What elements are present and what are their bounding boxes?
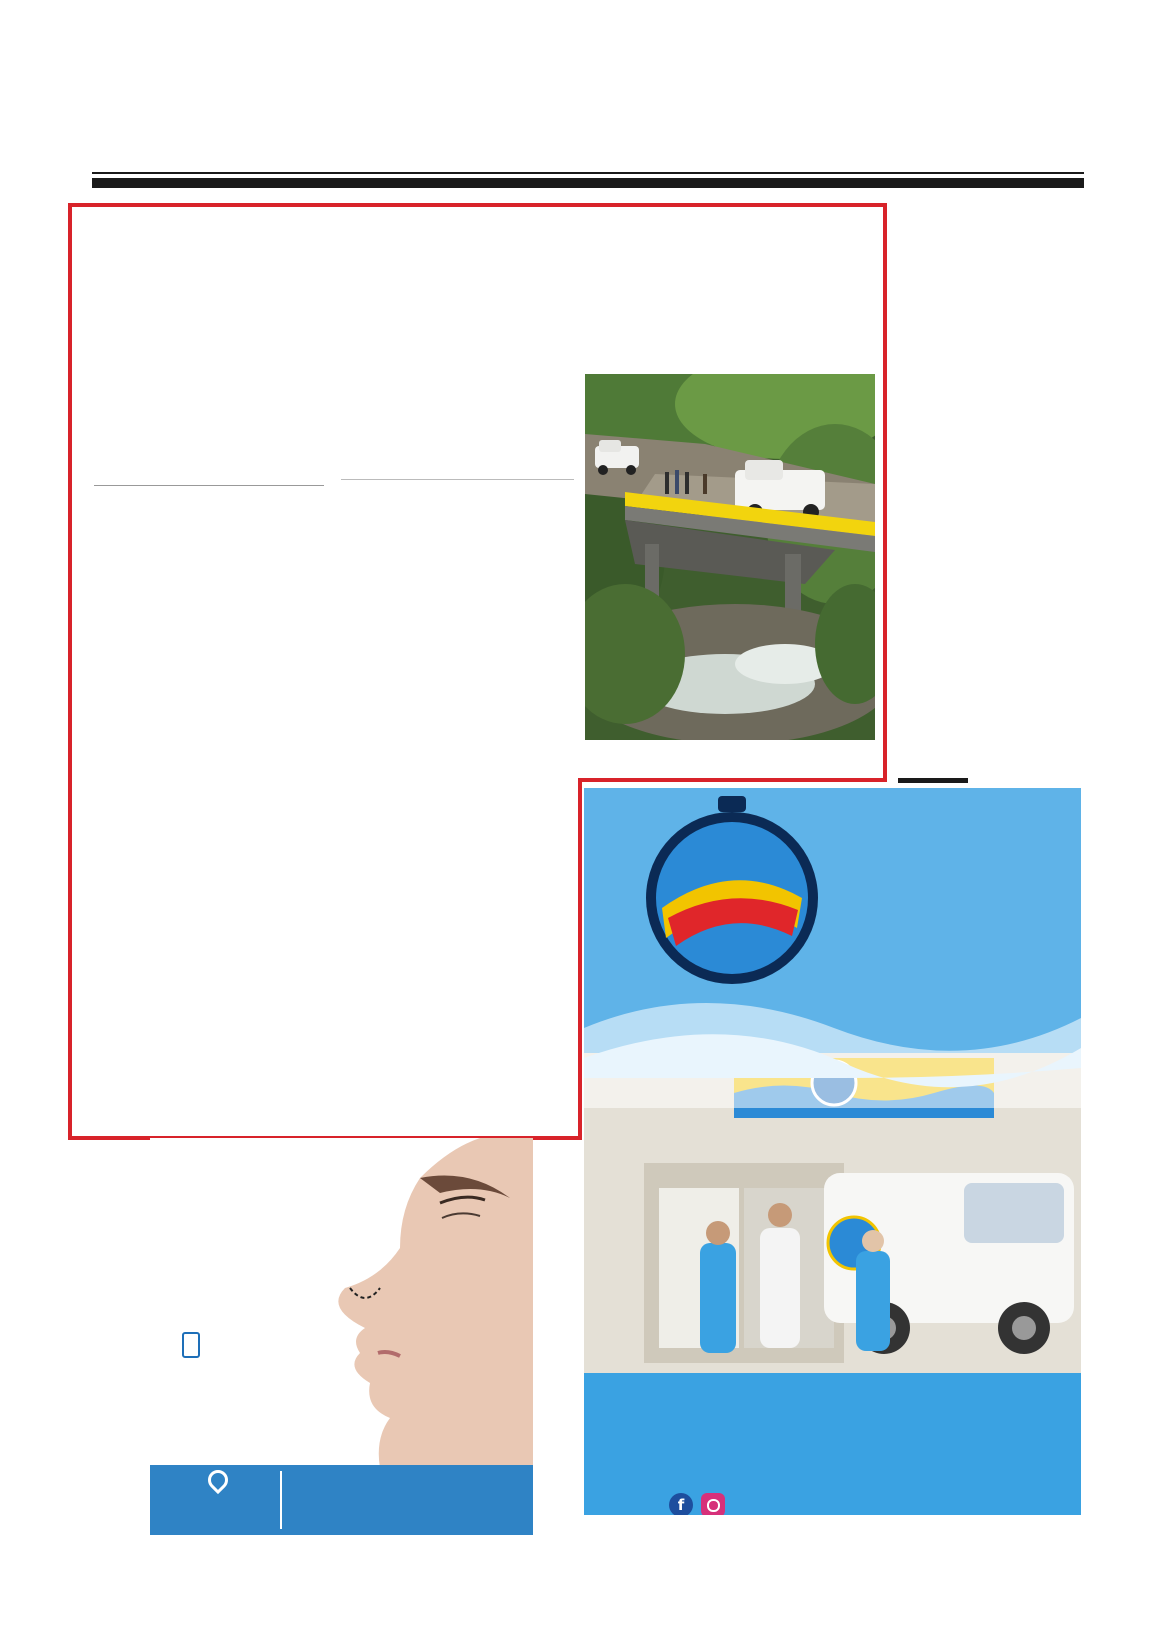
article-photo [585, 374, 875, 740]
wave-decoration [584, 968, 1081, 1108]
ad-bottom-band [584, 1373, 1081, 1515]
header-rule-thin [92, 172, 1084, 174]
sidebar-end-bar [898, 778, 968, 783]
article-column-2 [341, 479, 574, 480]
article-frame-step [578, 778, 887, 782]
article-frame-right-lower [578, 778, 582, 1140]
facebook-icon: f [669, 1493, 693, 1515]
article-frame-left [68, 203, 72, 1140]
instagram-icon [701, 1493, 725, 1515]
byline [94, 482, 324, 486]
face-profile-illustration [150, 1138, 533, 1468]
bridge-photo-illustration [585, 374, 875, 740]
location-pin-icon [204, 1466, 232, 1494]
article-column-1 [94, 512, 324, 514]
article-frame-top [68, 203, 887, 207]
header-rule-thick [92, 178, 1084, 188]
clean-xpress-logo [632, 788, 832, 988]
footer-divider [280, 1471, 282, 1529]
alcazar-footer [150, 1465, 533, 1535]
alcazar-clinic-ad [150, 1138, 533, 1535]
article-subhead [341, 479, 574, 480]
article-frame-right [883, 203, 887, 782]
phone-icon [182, 1332, 200, 1358]
sidebar-text [898, 294, 1084, 296]
clean-xpress-ad [584, 788, 1081, 1515]
